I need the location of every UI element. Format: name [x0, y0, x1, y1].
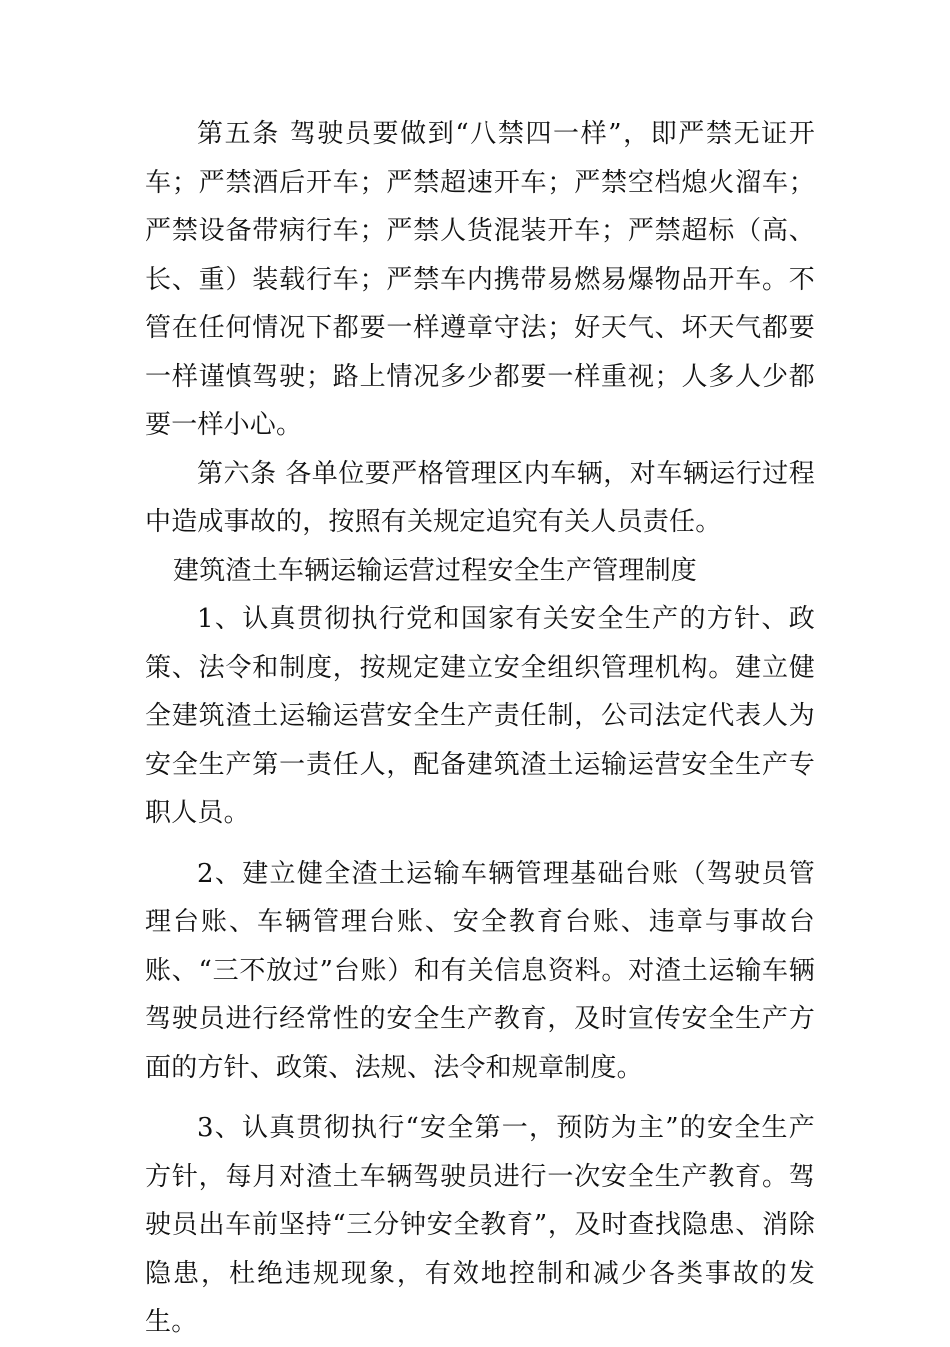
article-6-paragraph: 第六条 各单位要严格管理区内车辆，对车辆运行过程中造成事故的，按照有关规定追究有关人员责任。 — [145, 458, 815, 537]
clause-3-paragraph: 3、认真贯彻执行“安全第一，预防为主”的安全生产方针，每月对渣土车辆驾驶员进行一次安全生产教育。驾驶员出车前坚持“三分钟安全教育”，及时查找隐患、消除隐患，杜绝违规现象，有效地控制和减少各类事故的发生。 — [145, 1113, 815, 1337]
article-5-paragraph: 第五条 驾驶员要做到“八禁四一样”，即严禁无证开车；严禁酒后开车；严禁超速开车；严禁空档熄火溜车；严禁设备带病行车；严禁人货混装开车；严禁超标（高、长、重）装载行车；严禁车内携带易燃易爆物品开车。不管在任何情况下都要一样遵章守法；好天气、坏天气都要一样谨慎驾驶；路上情况多少都要一样重视；人多人少都要一样小心。 — [145, 119, 815, 440]
clause-1-paragraph: 1、认真贯彻执行党和国家有关安全生产的方针、政策、法令和制度，按规定建立安全组织管理机构。建立健全建筑渣土运输运营安全生产责任制，公司法定代表人为安全生产第一责任人，配备建筑渣土运输运营安全生产专职人员。 — [145, 604, 815, 828]
document-page — [145, 110, 815, 1347]
section-title: 建筑渣土车辆运输运营过程安全生产管理制度 — [173, 555, 698, 586]
clause-2-paragraph: 2、建立健全渣土运输车辆管理基础台账（驾驶员管理台账、车辆管理台账、安全教育台账、违章与事故台账、“三不放过”台账）和有关信息资料。对渣土运输车辆驾驶员进行经常性的安全生产教育，及时宣传安全生产方面的方针、政策、法规、法令和规章制度。 — [145, 858, 815, 1083]
